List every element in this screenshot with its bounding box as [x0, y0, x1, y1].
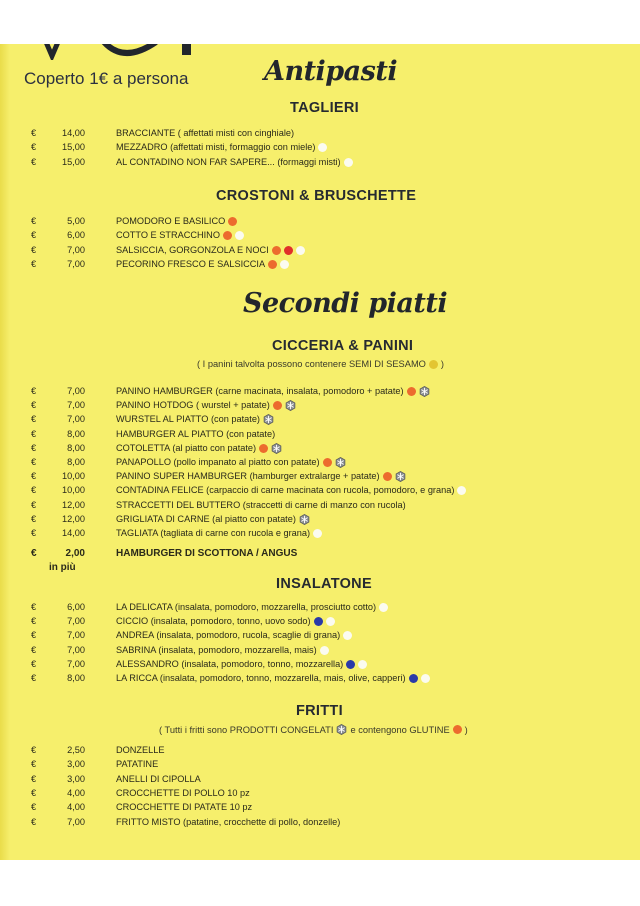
- item-desc-text: PANINO HAMBURGER (carne macinata, insalata, pomodoro + patate): [116, 386, 404, 396]
- item-desc: [116, 787, 250, 800]
- item-desc: [116, 672, 430, 685]
- item-price: 3,00: [67, 773, 85, 784]
- secondi-heading: Secondi piatti: [243, 288, 448, 319]
- gluten-dot: [259, 444, 268, 453]
- item-desc: [116, 385, 430, 398]
- page-edge-shade: [0, 44, 10, 860]
- item-desc-text: GRIGLIATA DI CARNE (al piatto con patate): [116, 513, 296, 524]
- item-desc: [116, 773, 201, 786]
- item-desc: [116, 758, 158, 771]
- taglieri-title: TAGLIERI: [290, 100, 359, 116]
- currency-symbol: €: [31, 513, 37, 524]
- item-price: 4,00: [67, 787, 85, 798]
- cicceria-note-text: ( I panini talvolta possono contenere SEMI DI SESAMO: [197, 359, 426, 369]
- sesame-dot: [429, 360, 438, 369]
- currency-symbol: €: [31, 528, 37, 538]
- item-price: 8,00: [67, 428, 85, 439]
- item-desc: [116, 513, 310, 526]
- currency-symbol: €: [31, 457, 37, 467]
- gluten-dot: [323, 458, 332, 467]
- snowflake-icon: [271, 443, 282, 454]
- currency-symbol: €: [31, 787, 37, 798]
- item-desc-text: TAGLIATA (tagliata di carne con rucola e grana): [116, 528, 311, 538]
- item-price: 12,00: [62, 513, 85, 524]
- currency-symbol: €: [31, 142, 37, 153]
- dairy-dot: [313, 529, 322, 538]
- dairy-dot: [318, 143, 327, 152]
- snowflake-icon: [395, 471, 406, 482]
- currency-symbol: €: [31, 602, 37, 612]
- item-desc-text: PANAPOLLO (pollo impanato al piatto con patate): [116, 457, 320, 467]
- item-desc-text: ANDREA (insalata, pomodoro, rucola, scaglie di grana): [116, 630, 341, 641]
- special-desc: HAMBURGER DI SCOTTONA / ANGUS: [116, 548, 298, 559]
- item-desc-text: LA RICCA (insalata, pomodoro, tonno, mozzarella, mais, olive, capperi): [116, 673, 406, 683]
- currency-symbol: €: [31, 802, 37, 813]
- fritti-note-close: ): [464, 724, 468, 735]
- item-desc-text: WURSTEL AL PIATTO (con patate): [116, 414, 260, 425]
- gluten-dot: [268, 260, 277, 269]
- item-price: 7,00: [67, 244, 85, 255]
- item-price: 2,50: [67, 745, 85, 755]
- item-price: 4,00: [67, 802, 85, 813]
- snowflake-icon: [285, 400, 296, 411]
- item-desc-text: CROCCHETTE DI POLLO 10 pz: [116, 787, 250, 798]
- item-desc: [116, 644, 329, 657]
- special-suffix: in più: [49, 562, 76, 573]
- currency-symbol: €: [31, 759, 37, 770]
- item-desc: [116, 258, 289, 271]
- item-price: 7,00: [67, 400, 85, 411]
- item-desc: [116, 801, 252, 814]
- item-desc: [116, 399, 296, 412]
- item-desc: [116, 816, 340, 829]
- coperto-note: Coperto 1€ a persona: [24, 69, 189, 88]
- fish-dot: [314, 617, 323, 626]
- item-desc-text: STRACCETTI DEL BUTTERO (straccetti di carne di manzo con rucola): [116, 499, 406, 510]
- gluten-dot: [223, 231, 232, 240]
- antipasti-heading: Antipasti: [264, 56, 398, 87]
- dairy-dot: [343, 631, 352, 640]
- item-price: 15,00: [62, 142, 85, 153]
- item-desc-text: MEZZADRO (affettati misti, formaggio con miele): [116, 142, 316, 153]
- dairy-dot: [344, 158, 353, 167]
- item-price: 3,00: [67, 759, 85, 770]
- currency-symbol: €: [31, 216, 37, 226]
- dairy-dot: [421, 674, 430, 683]
- item-desc: [116, 413, 274, 426]
- item-price: 7,00: [67, 816, 85, 827]
- item-desc-text: PANINO SUPER HAMBURGER (hamburger extralarge + patate): [116, 471, 380, 482]
- fritti-note-text-b: e contengono GLUTINE: [350, 724, 450, 735]
- currency-symbol: €: [31, 773, 37, 784]
- item-price: 8,00: [67, 457, 85, 467]
- item-desc: [116, 629, 352, 642]
- item-price: 10,00: [62, 485, 85, 496]
- currency-symbol: €: [31, 745, 37, 755]
- dairy-dot: [358, 660, 367, 669]
- item-price: 15,00: [62, 156, 85, 167]
- item-desc-text: HAMBURGER AL PIATTO (con patate): [116, 428, 276, 439]
- item-desc: [116, 428, 275, 441]
- gluten-dot: [272, 246, 281, 255]
- item-desc-text: ANELLI DI CIPOLLA: [116, 773, 201, 784]
- item-desc-text: PATATINE: [116, 759, 159, 770]
- item-desc: [116, 615, 335, 628]
- gluten-dot: [407, 387, 416, 396]
- gluten-dot: [228, 217, 237, 226]
- item-desc-text: COTOLETTA (al piatto con patate): [116, 442, 257, 453]
- fritti-note: [159, 724, 468, 735]
- item-desc: [116, 601, 388, 614]
- item-price: 7,00: [67, 616, 85, 627]
- item-desc-text: DONZELLE: [116, 745, 165, 755]
- currency-symbol: €: [31, 630, 37, 641]
- crostoni-title: CROSTONI & BRUSCHETTE: [216, 188, 417, 204]
- currency-symbol: €: [31, 244, 37, 255]
- fish-dot: [409, 674, 418, 683]
- item-desc-text: COTTO E STRACCHINO: [116, 230, 220, 241]
- currency-symbol: €: [31, 673, 37, 683]
- nuts-dot: [284, 246, 293, 255]
- item-desc-text: AL CONTADINO NON FAR SAPERE... (formaggi misti): [116, 156, 341, 167]
- item-desc: [116, 744, 165, 757]
- cicceria-note-close: ): [440, 359, 445, 369]
- currency-symbol: €: [31, 658, 37, 669]
- currency-symbol: €: [31, 428, 37, 439]
- currency-symbol: €: [31, 471, 37, 482]
- item-desc: [116, 470, 406, 483]
- cicceria-note: [197, 359, 444, 369]
- gluten-dot: [453, 725, 462, 734]
- currency-symbol: €: [31, 485, 37, 496]
- item-desc-text: SALSICCIA, GORGONZOLA E NOCI: [116, 244, 269, 255]
- snowflake-icon: [263, 414, 274, 425]
- item-price: 7,00: [67, 414, 85, 425]
- snowflake-icon: [336, 724, 347, 735]
- item-price: 7,00: [67, 258, 85, 269]
- fritti-title: FRITTI: [296, 703, 343, 719]
- currency-symbol: €: [31, 816, 37, 827]
- menu-page: [0, 44, 640, 860]
- currency-symbol: €: [31, 156, 37, 167]
- insalatone-title: INSALATONE: [276, 576, 372, 592]
- currency-symbol: €: [31, 386, 37, 396]
- dairy-dot: [326, 617, 335, 626]
- item-price: 6,00: [67, 230, 85, 241]
- snowflake-icon: [335, 457, 346, 468]
- currency-symbol: €: [31, 414, 37, 425]
- item-desc: [116, 229, 244, 242]
- item-price: 8,00: [67, 673, 85, 683]
- item-price: 7,00: [67, 386, 85, 396]
- item-desc-text: CROCCHETTE DI PATATE 10 pz: [116, 802, 253, 813]
- special-price: 2,00: [65, 548, 85, 559]
- dairy-dot: [320, 646, 329, 655]
- item-desc: [116, 442, 282, 455]
- item-desc: [116, 244, 305, 257]
- fish-dot: [346, 660, 355, 669]
- item-price: 6,00: [67, 602, 85, 612]
- item-desc: [116, 141, 327, 154]
- currency-symbol: €: [31, 230, 37, 241]
- item-desc: [116, 456, 346, 469]
- item-desc-text: CONTADINA FELICE (carpaccio di carne macinata con rucola, pomodoro, e grana): [116, 485, 455, 496]
- item-price: 14,00: [62, 128, 85, 138]
- item-desc-text: FRITTO MISTO (patatine, crocchette di pollo, donzelle): [116, 816, 341, 827]
- item-desc: [116, 658, 367, 671]
- item-price: 12,00: [62, 499, 85, 510]
- currency-symbol: €: [31, 258, 37, 269]
- currency-symbol: €: [31, 400, 37, 411]
- dairy-dot: [379, 603, 388, 612]
- item-price: 7,00: [67, 630, 85, 641]
- item-desc-text: ALESSANDRO (insalata, pomodoro, tonno, mozzarella): [116, 658, 344, 669]
- item-desc: [116, 484, 466, 497]
- snowflake-icon: [419, 386, 430, 397]
- currency-symbol: €: [31, 644, 37, 655]
- item-price: 7,00: [67, 658, 85, 669]
- item-desc: [116, 527, 322, 540]
- item-desc-text: BRACCIANTE ( affettati misti con cinghiale): [116, 128, 295, 138]
- gluten-dot: [383, 472, 392, 481]
- item-price: 5,00: [67, 216, 85, 226]
- cicceria-title: CICCERIA & PANINI: [272, 338, 414, 354]
- dairy-dot: [296, 246, 305, 255]
- item-desc-text: PANINO HOTDOG ( wurstel + patate): [116, 400, 270, 411]
- item-price: 8,00: [67, 442, 85, 453]
- item-desc-text: PECORINO FRESCO E SALSICCIA: [116, 258, 266, 269]
- currency-symbol: €: [31, 548, 37, 559]
- snowflake-icon: [299, 514, 310, 525]
- dairy-dot: [235, 231, 244, 240]
- restaurant-logo-fragment: [44, 44, 194, 60]
- item-desc: [116, 215, 237, 228]
- item-desc-text: LA DELICATA (insalata, pomodoro, mozzarella, prosciutto cotto): [116, 602, 377, 612]
- currency-symbol: €: [31, 616, 37, 627]
- dairy-dot: [457, 486, 466, 495]
- currency-symbol: €: [31, 499, 37, 510]
- item-price: 10,00: [62, 471, 85, 482]
- item-desc-text: CICCIO (insalata, pomodoro, tonno, uovo sodo): [116, 616, 311, 627]
- dairy-dot: [280, 260, 289, 269]
- item-desc-text: POMODORO E BASILICO: [116, 216, 226, 226]
- currency-symbol: €: [31, 128, 37, 138]
- item-price: 7,00: [67, 644, 85, 655]
- item-price: 14,00: [62, 528, 85, 538]
- item-desc-text: SABRINA (insalata, pomodoro, mozzarella, mais): [116, 644, 317, 655]
- fritti-note-text-a: ( Tutti i fritti sono PRODOTTI CONGELATI: [159, 724, 334, 735]
- item-desc: [116, 156, 353, 169]
- gluten-dot: [273, 401, 282, 410]
- item-desc: [116, 127, 294, 140]
- item-desc: [116, 499, 406, 512]
- currency-symbol: €: [31, 442, 37, 453]
